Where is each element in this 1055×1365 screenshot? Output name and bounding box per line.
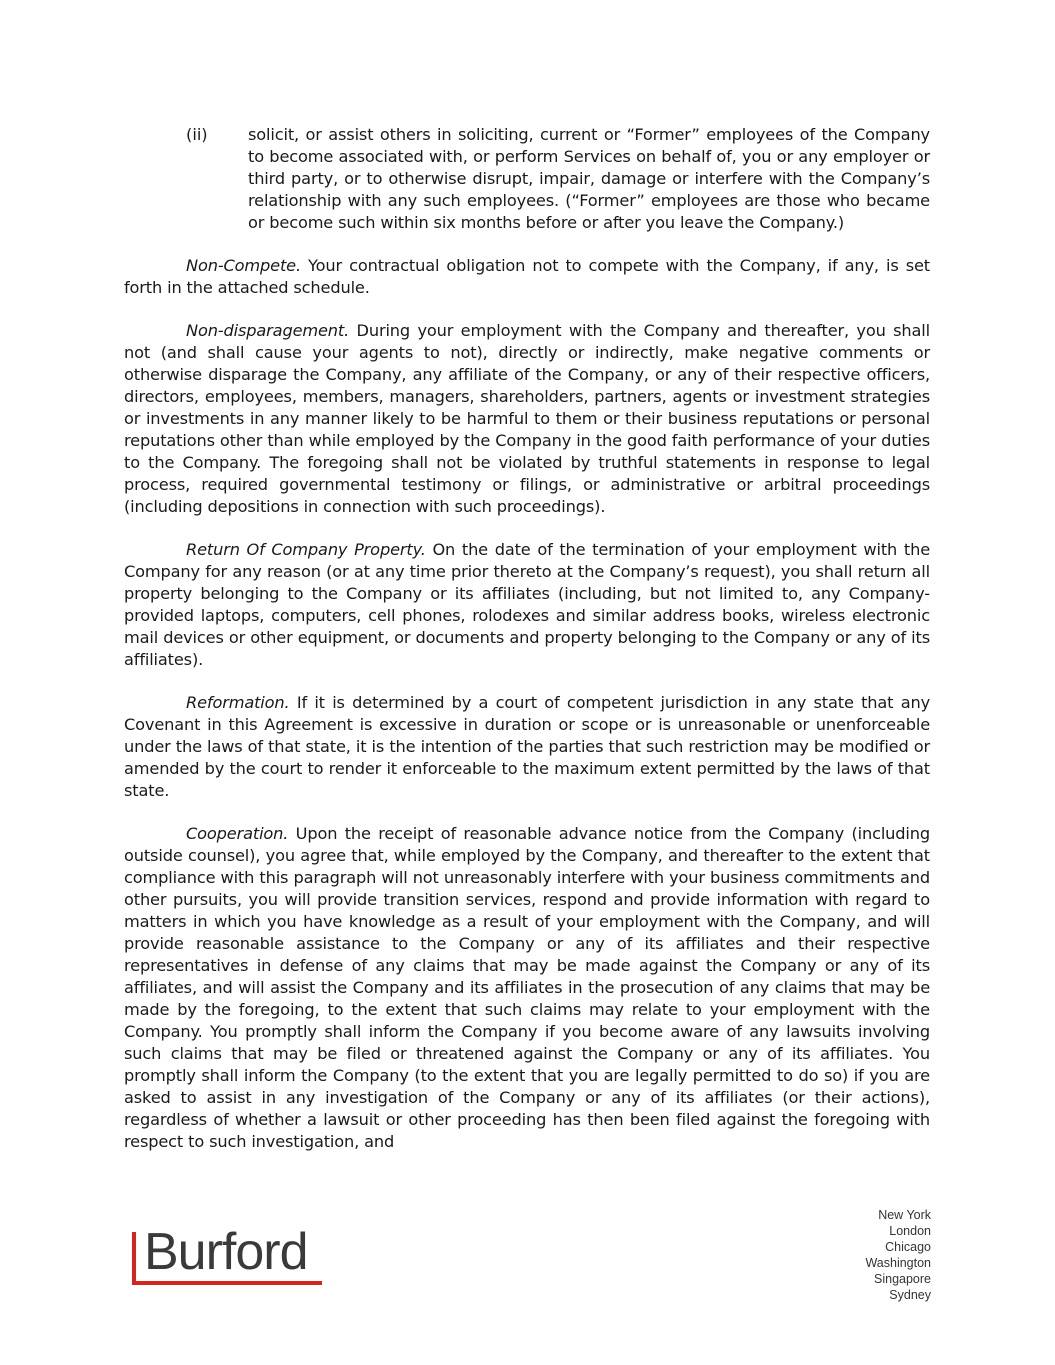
section-reformation bbox=[124, 692, 930, 802]
section-heading: Non-Compete. bbox=[186, 256, 301, 275]
section-heading: Cooperation. bbox=[186, 824, 289, 843]
document-body bbox=[124, 124, 930, 1174]
burford-logo bbox=[132, 1223, 332, 1292]
logo-bracket-bar bbox=[132, 1232, 136, 1284]
section-body: On the date of the termination of your employment with the Company for any reason (or at any time prior thereto at the Company’s request), you shall return all property belonging to the Company or its affiliates (including, but not limited to, any Company-provided laptops, computers, cell phones, rolodexes and similar address books, wireless electronic mail devices or other equipment, or documents and property belonging to the Company or any of its affiliates). bbox=[124, 540, 930, 669]
list-item-text: solicit, or assist others in soliciting, current or “Former” employees of the Company to become associated with, or perform Services on behalf of, you or any employer or third party, or to otherwise disrupt, impair, damage or interfere with the Company’s relationship with any such employees. (“Former” employees are those who became or become such within six months before or after you leave the Company.) bbox=[248, 125, 930, 232]
list-item-number: (ii) bbox=[186, 125, 208, 144]
office-new-york: New York bbox=[878, 1208, 931, 1222]
office-singapore: Singapore bbox=[874, 1272, 931, 1286]
section-heading: Reformation. bbox=[186, 693, 290, 712]
section-body: During your employment with the Company and thereafter, you shall not (and shall cause your agents to not), directly or indirectly, make negative comments or otherwise disparage the Company, any affiliate of the Company, or any of their respective officers, directors, employees, members, managers, shareholders, partners, agents or investment strategies or investments in any manner likely to be harmful to them or their business reputations or personal reputations other than while employed by the Company in the good faith performance of your duties to the Company. The foregoing shall not be violated by truthful statements in response to legal process, required governmental testimony or filings, or administrative or arbitral proceedings (including depositions in connection with such proceedings). bbox=[124, 321, 930, 516]
office-sydney: Sydney bbox=[889, 1288, 931, 1302]
section-heading: Return Of Company Property. bbox=[186, 540, 426, 559]
list-item-ii bbox=[124, 124, 930, 234]
section-non-disparagement bbox=[124, 320, 930, 518]
section-body: Upon the receipt of reasonable advance notice from the Company (including outside counsel), you agree that, while employed by the Company, and thereafter to the extent that compliance with this paragraph will not unreasonably interfere with your business commitments and other pursuits, you will provide transition services, respond and provide information with regard to matters in which you have knowledge as a result of your employment with the Company, and will provide reasonable assistance to the Company or any of its affiliates and their respective representatives in defense of any claims that may be made against the Company or any of its affiliates, and will assist the Company and its affiliates in the prosecution of any claims that may be made by the foregoing, to the extent that such claims may relate to your employment with the Company. You promptly shall inform the Company if you become aware of any lawsuits involving such claims that may be filed or threatened against the Company or any of its affiliates. You promptly shall inform the Company (to the extent that you are legally permitted to do so) if you are asked to assist in any investigation of the Company or any of its affiliates (or their actions), regardless of whether a lawsuit or other proceeding has then been filed against the foregoing with respect to such investigation, and bbox=[124, 824, 930, 1151]
section-heading: Non-disparagement. bbox=[186, 321, 350, 340]
office-chicago: Chicago bbox=[885, 1240, 931, 1254]
section-non-compete bbox=[124, 255, 930, 299]
logo-text: Burford bbox=[144, 1223, 308, 1281]
section-body: If it is determined by a court of competent jurisdiction in any state that any Covenant in this Agreement is excessive in duration or scope or is unreasonable or unenforceable under the laws of that state, it is the intention of the parties that such restriction may be modified or amended by the court to render it enforceable to the maximum extent permitted by the laws of that state. bbox=[124, 693, 930, 800]
section-return-of-company-property bbox=[124, 539, 930, 671]
office-london: London bbox=[889, 1224, 931, 1238]
office-washington: Washington bbox=[865, 1256, 931, 1270]
office-locations bbox=[865, 1207, 931, 1303]
section-cooperation bbox=[124, 823, 930, 1153]
section-body: Your contractual obligation not to compete with the Company, if any, is set forth in the attached schedule. bbox=[124, 256, 930, 297]
